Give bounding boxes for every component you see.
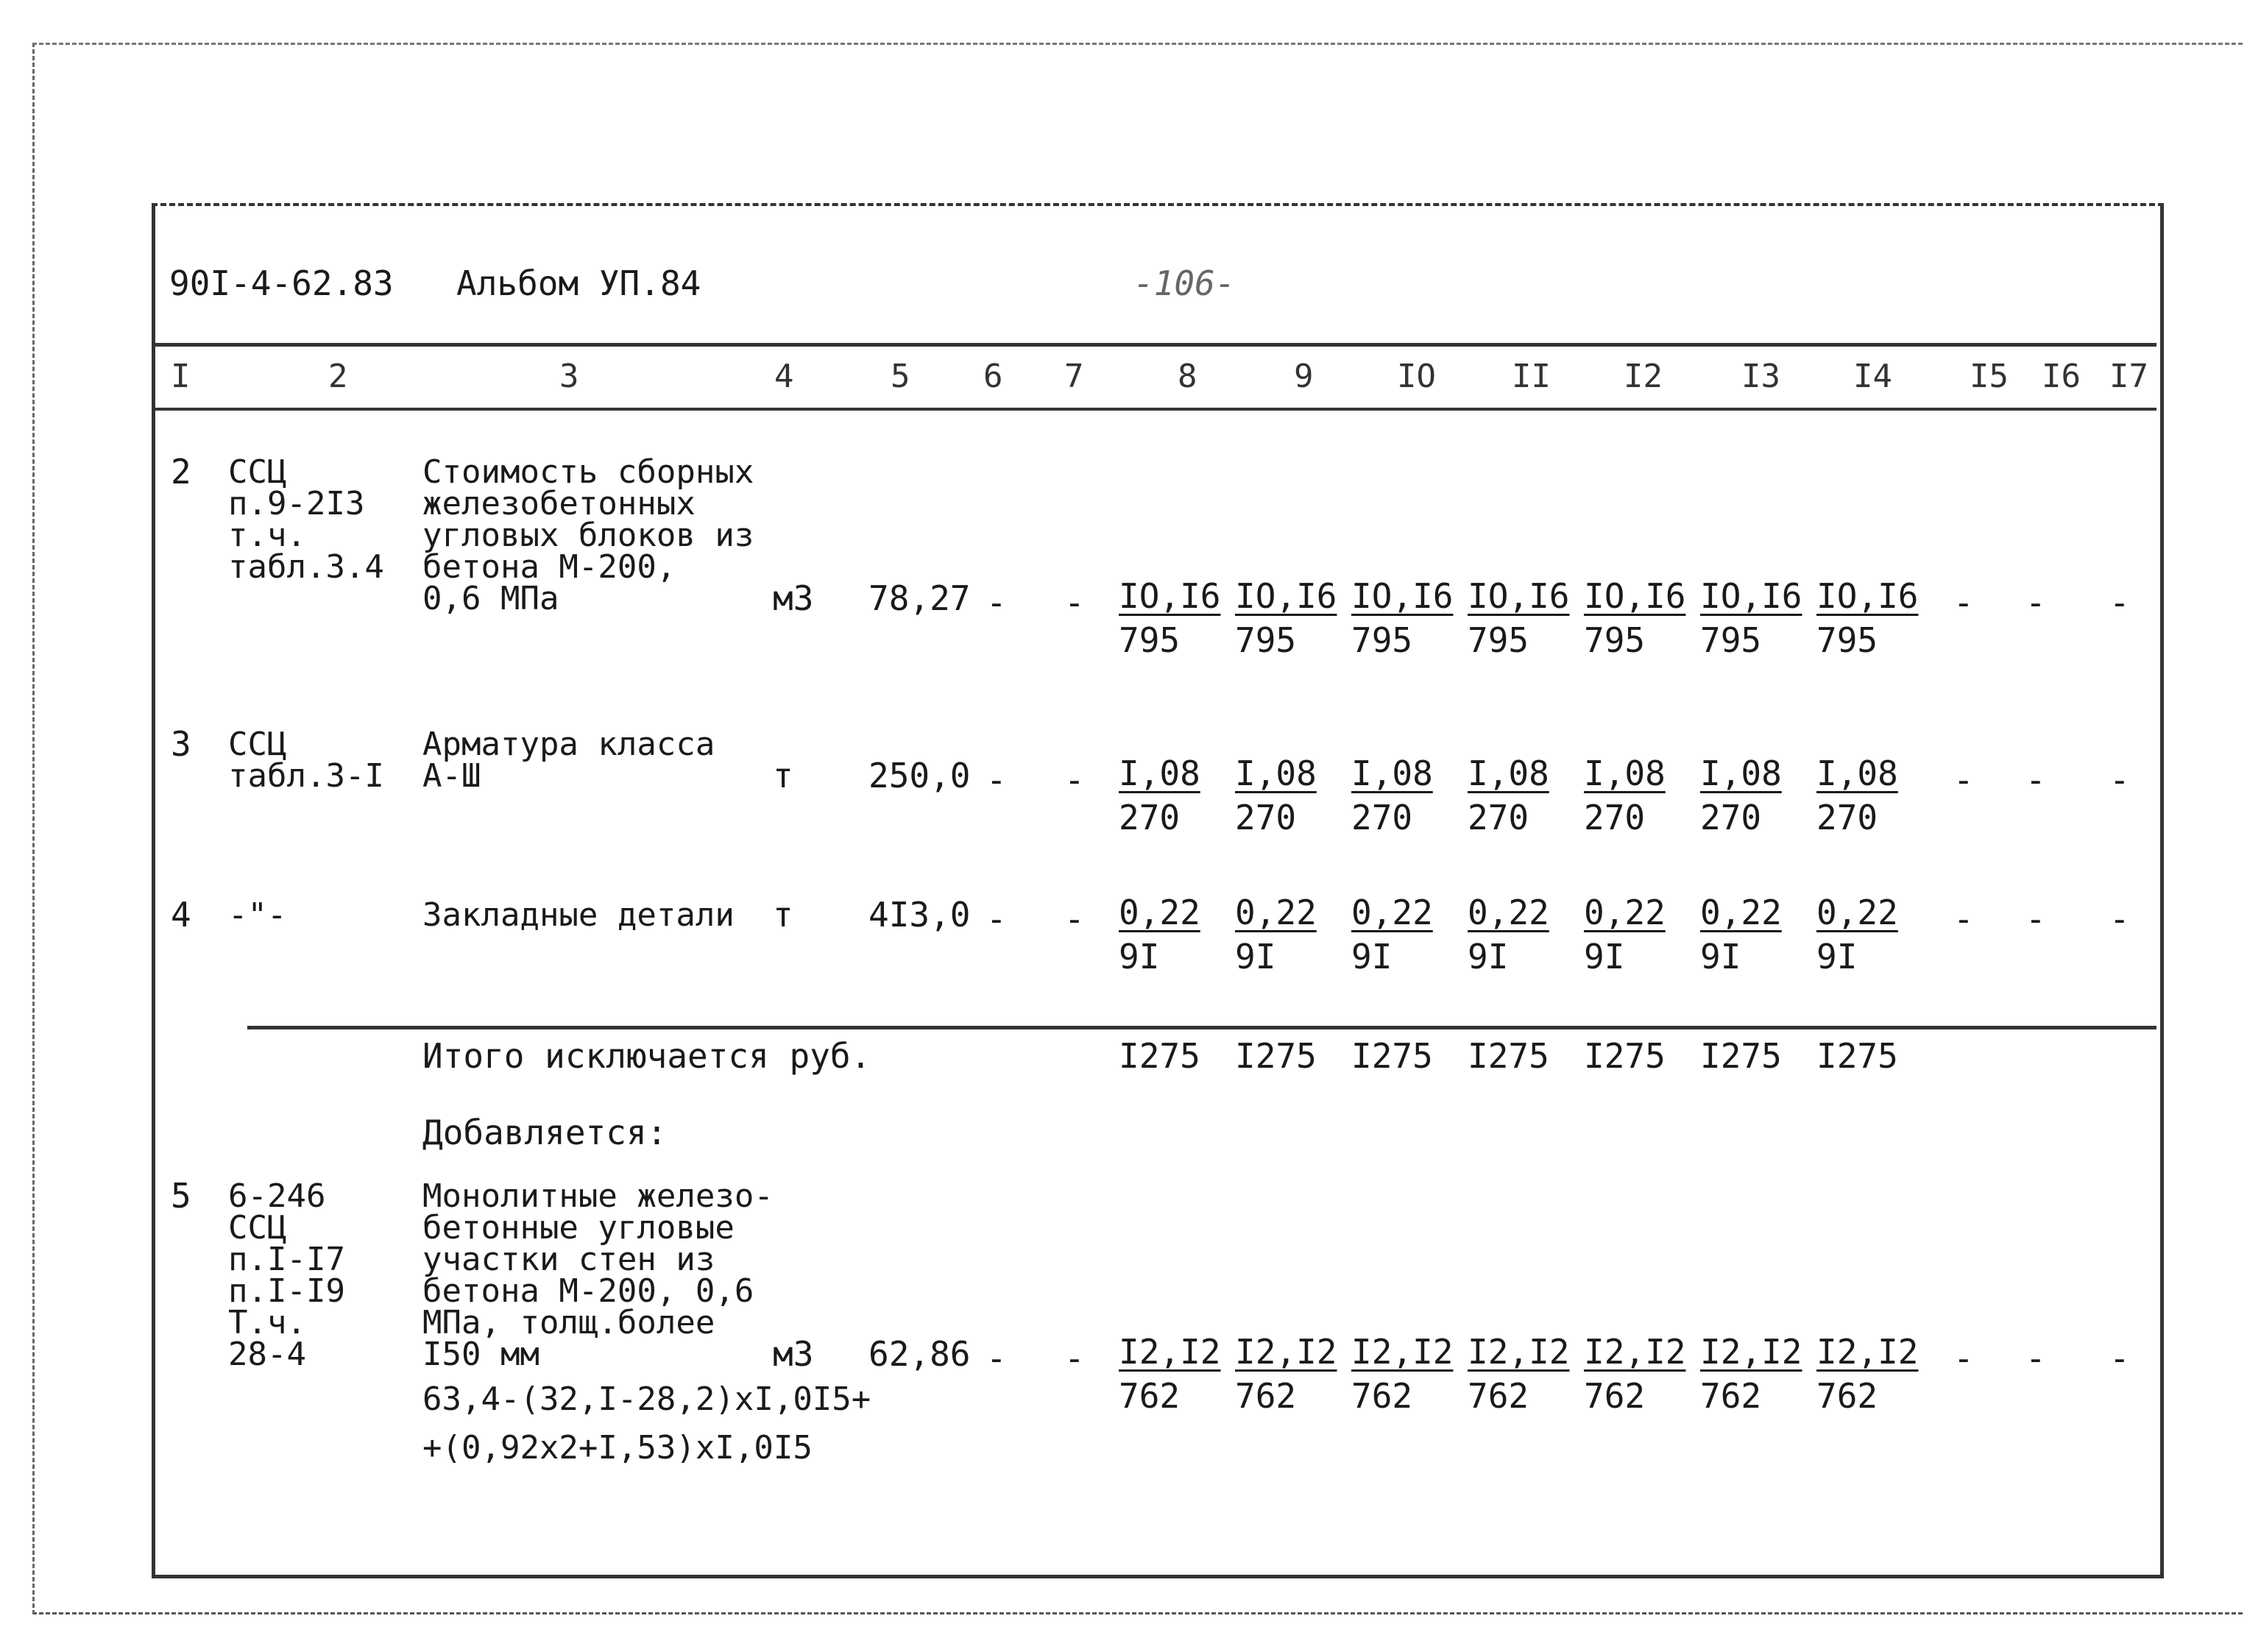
row-4-value-col11	[1468, 890, 1571, 979]
value-quantity: IO,I6	[1816, 576, 1919, 616]
row-2-value-col13	[1700, 574, 1803, 662]
value-cost: 795	[1700, 620, 1762, 660]
value-cost: 270	[1468, 798, 1529, 837]
value-quantity: IO,I6	[1235, 576, 1337, 616]
value-cost: 762	[1816, 1376, 1878, 1416]
added-label: Добавляется:	[422, 1113, 668, 1152]
row-3-value-col9	[1235, 751, 1338, 840]
value-quantity: I,08	[1700, 754, 1782, 793]
value-cost: 762	[1584, 1376, 1646, 1416]
value-cost: 795	[1816, 620, 1878, 660]
row-4-value-col8	[1119, 890, 1222, 979]
row-col6-2: -	[986, 583, 1007, 623]
value-cost: 9I	[1584, 937, 1625, 976]
row-4-value-col13	[1700, 890, 1803, 979]
value-quantity: 0,22	[1816, 893, 1898, 932]
value-quantity: 0,22	[1351, 893, 1433, 932]
value-cost: 270	[1584, 798, 1646, 837]
page-number: -106-	[1133, 263, 1236, 303]
header-rule	[155, 343, 2156, 347]
row-unit-2: м3	[773, 578, 814, 618]
value-cost: 9I	[1816, 937, 1858, 976]
value-quantity: I2,I2	[1119, 1332, 1221, 1372]
row-5-value-col12	[1584, 1330, 1687, 1418]
value-quantity: I2,I2	[1235, 1332, 1337, 1372]
row-3-value-col11	[1468, 751, 1571, 840]
column-number-9: 9	[1294, 358, 1314, 395]
total-value-col14: I275	[1816, 1036, 1898, 1076]
row-3-value-col13	[1700, 751, 1803, 840]
value-quantity: I2,I2	[1351, 1332, 1454, 1372]
column-number-2: 2	[328, 358, 348, 395]
row-5-value-col13	[1700, 1330, 1803, 1418]
value-quantity: 0,22	[1468, 893, 1549, 932]
row-3-value-col10	[1351, 751, 1454, 840]
column-number-5: 5	[891, 358, 910, 395]
value-quantity: IO,I6	[1351, 576, 1454, 616]
row-reference-4: -"-	[228, 896, 287, 934]
row-4-col16: -	[2025, 899, 2046, 939]
row-number-5: 5	[171, 1176, 191, 1216]
value-cost: 9I	[1351, 937, 1393, 976]
row-5-col15: -	[1953, 1339, 1974, 1378]
value-quantity: I,08	[1468, 754, 1549, 793]
row-3-value-col8	[1119, 751, 1222, 840]
value-quantity: I2,I2	[1700, 1332, 1802, 1372]
column-number-16: I6	[2042, 358, 2081, 395]
row-col7-3: -	[1064, 760, 1085, 800]
column-number-4: 4	[774, 358, 794, 395]
row-price-2: 78,27	[868, 578, 971, 618]
column-number-10: IO	[1397, 358, 1436, 395]
document-code: 90I-4-62.83	[169, 263, 394, 303]
value-cost: 795	[1235, 620, 1297, 660]
row-3-value-col12	[1584, 751, 1687, 840]
value-cost: 9I	[1235, 937, 1276, 976]
row-reference-5: 6-246 ССЦ п.I-I7 п.I-I9 Т.ч. 28-4	[228, 1177, 345, 1373]
column-number-7: 7	[1064, 358, 1084, 395]
total-value-col12: I275	[1584, 1036, 1666, 1076]
value-quantity: I,08	[1816, 754, 1898, 793]
row-5-value-col11	[1468, 1330, 1571, 1418]
total-value-col10: I275	[1351, 1036, 1433, 1076]
value-cost: 795	[1584, 620, 1646, 660]
row-col6-5: -	[986, 1339, 1007, 1378]
total-value-col13: I275	[1700, 1036, 1782, 1076]
column-number-3: 3	[559, 358, 579, 395]
row-number-4: 4	[171, 895, 191, 935]
value-cost: 795	[1351, 620, 1413, 660]
row-description-4: Закладные детали	[422, 896, 735, 934]
value-quantity: IO,I6	[1119, 576, 1221, 616]
total-label: Итого исключается руб.	[422, 1036, 871, 1076]
value-cost: 270	[1119, 798, 1181, 837]
row-price-5: 62,86	[868, 1334, 971, 1374]
column-number-13: I3	[1741, 358, 1780, 395]
row-number-2: 2	[171, 452, 191, 492]
column-number-12: I2	[1624, 358, 1663, 395]
row-3-col15: -	[1953, 760, 1974, 800]
row-2-value-col11	[1468, 574, 1571, 662]
row-description-5: Монолитные железо- бетонные угловые участки стен из бетона М-200, 0,6 МПа, толщ.более I50 мм	[422, 1177, 774, 1373]
row-5-formula-line2: +(0,92х2+I,53)хI,0I5	[422, 1429, 813, 1467]
row-5-value-col8	[1119, 1330, 1222, 1418]
value-quantity: 0,22	[1235, 893, 1317, 932]
value-quantity: I,08	[1235, 754, 1317, 793]
value-quantity: I2,I2	[1816, 1332, 1919, 1372]
row-unit-5: м3	[773, 1334, 814, 1374]
value-cost: 9I	[1119, 937, 1160, 976]
row-5-value-col9	[1235, 1330, 1338, 1418]
row-5-value-col14	[1816, 1330, 1919, 1418]
column-rule	[155, 408, 2156, 411]
row-5-col16: -	[2025, 1339, 2046, 1378]
row-unit-3: т	[773, 756, 793, 795]
value-quantity: I,08	[1584, 754, 1666, 793]
row-number-3: 3	[171, 724, 191, 764]
value-cost: 270	[1816, 798, 1878, 837]
value-quantity: I,08	[1119, 754, 1200, 793]
row-2-col17: -	[2109, 583, 2130, 623]
value-cost: 795	[1468, 620, 1529, 660]
row-4-value-col12	[1584, 890, 1687, 979]
value-cost: 762	[1468, 1376, 1529, 1416]
row-4-value-col14	[1816, 890, 1919, 979]
total-value-col11: I275	[1468, 1036, 1549, 1076]
album-label: Альбом УП.84	[456, 263, 701, 303]
value-quantity: I2,I2	[1584, 1332, 1686, 1372]
row-3-col17: -	[2109, 760, 2130, 800]
row-price-4: 4I3,0	[868, 895, 971, 935]
value-cost: 762	[1700, 1376, 1762, 1416]
column-number-6: 6	[983, 358, 1003, 395]
value-cost: 270	[1700, 798, 1762, 837]
column-number-15: I5	[1970, 358, 2009, 395]
total-value-col9: I275	[1235, 1036, 1317, 1076]
row-col7-5: -	[1064, 1339, 1085, 1378]
column-number-11: II	[1512, 358, 1551, 395]
row-2-value-col14	[1816, 574, 1919, 662]
row-4-col17: -	[2109, 899, 2130, 939]
value-cost: 762	[1119, 1376, 1181, 1416]
row-col6-3: -	[986, 760, 1007, 800]
value-cost: 270	[1235, 798, 1297, 837]
row-2-col15: -	[1953, 583, 1974, 623]
value-quantity: I2,I2	[1468, 1332, 1570, 1372]
row-col7-2: -	[1064, 583, 1085, 623]
row-2-value-col10	[1351, 574, 1454, 662]
total-rule	[247, 1026, 2156, 1029]
column-number-8: 8	[1178, 358, 1197, 395]
value-quantity: IO,I6	[1584, 576, 1686, 616]
value-quantity: I,08	[1351, 754, 1433, 793]
row-3-col16: -	[2025, 760, 2046, 800]
row-2-value-col9	[1235, 574, 1338, 662]
row-unit-4: т	[773, 895, 793, 935]
row-3-value-col14	[1816, 751, 1919, 840]
row-reference-3: ССЦ табл.3-I	[228, 726, 384, 795]
row-4-col15: -	[1953, 899, 1974, 939]
row-5-formula-line1: 63,4-(32,I-28,2)хI,0I5+	[422, 1380, 871, 1418]
row-reference-2: ССЦ п.9-2I3 т.ч. табл.3.4	[228, 453, 384, 586]
value-cost: 762	[1351, 1376, 1413, 1416]
value-cost: 762	[1235, 1376, 1297, 1416]
column-number-17: I7	[2109, 358, 2148, 395]
row-5-col17: -	[2109, 1339, 2130, 1378]
row-2-value-col8	[1119, 574, 1222, 662]
row-4-value-col9	[1235, 890, 1338, 979]
value-quantity: IO,I6	[1700, 576, 1802, 616]
row-5-value-col10	[1351, 1330, 1454, 1418]
row-4-value-col10	[1351, 890, 1454, 979]
row-price-3: 250,0	[868, 756, 971, 795]
value-cost: 9I	[1468, 937, 1509, 976]
row-description-2: Стоимость сборных железобетонных угловых блоков из бетона М-200, 0,6 МПа	[422, 453, 754, 617]
value-quantity: 0,22	[1700, 893, 1782, 932]
value-cost: 270	[1351, 798, 1413, 837]
value-cost: 9I	[1700, 937, 1741, 976]
value-quantity: 0,22	[1119, 893, 1200, 932]
value-cost: 795	[1119, 620, 1181, 660]
row-description-3: Арматура класса А-Ш	[422, 726, 715, 795]
total-value-col8: I275	[1119, 1036, 1200, 1076]
column-number-1: I	[171, 358, 191, 395]
value-quantity: 0,22	[1584, 893, 1666, 932]
row-col6-4: -	[986, 899, 1007, 939]
row-2-col16: -	[2025, 583, 2046, 623]
column-number-14: I4	[1853, 358, 1892, 395]
row-2-value-col12	[1584, 574, 1687, 662]
row-col7-4: -	[1064, 899, 1085, 939]
value-quantity: IO,I6	[1468, 576, 1570, 616]
